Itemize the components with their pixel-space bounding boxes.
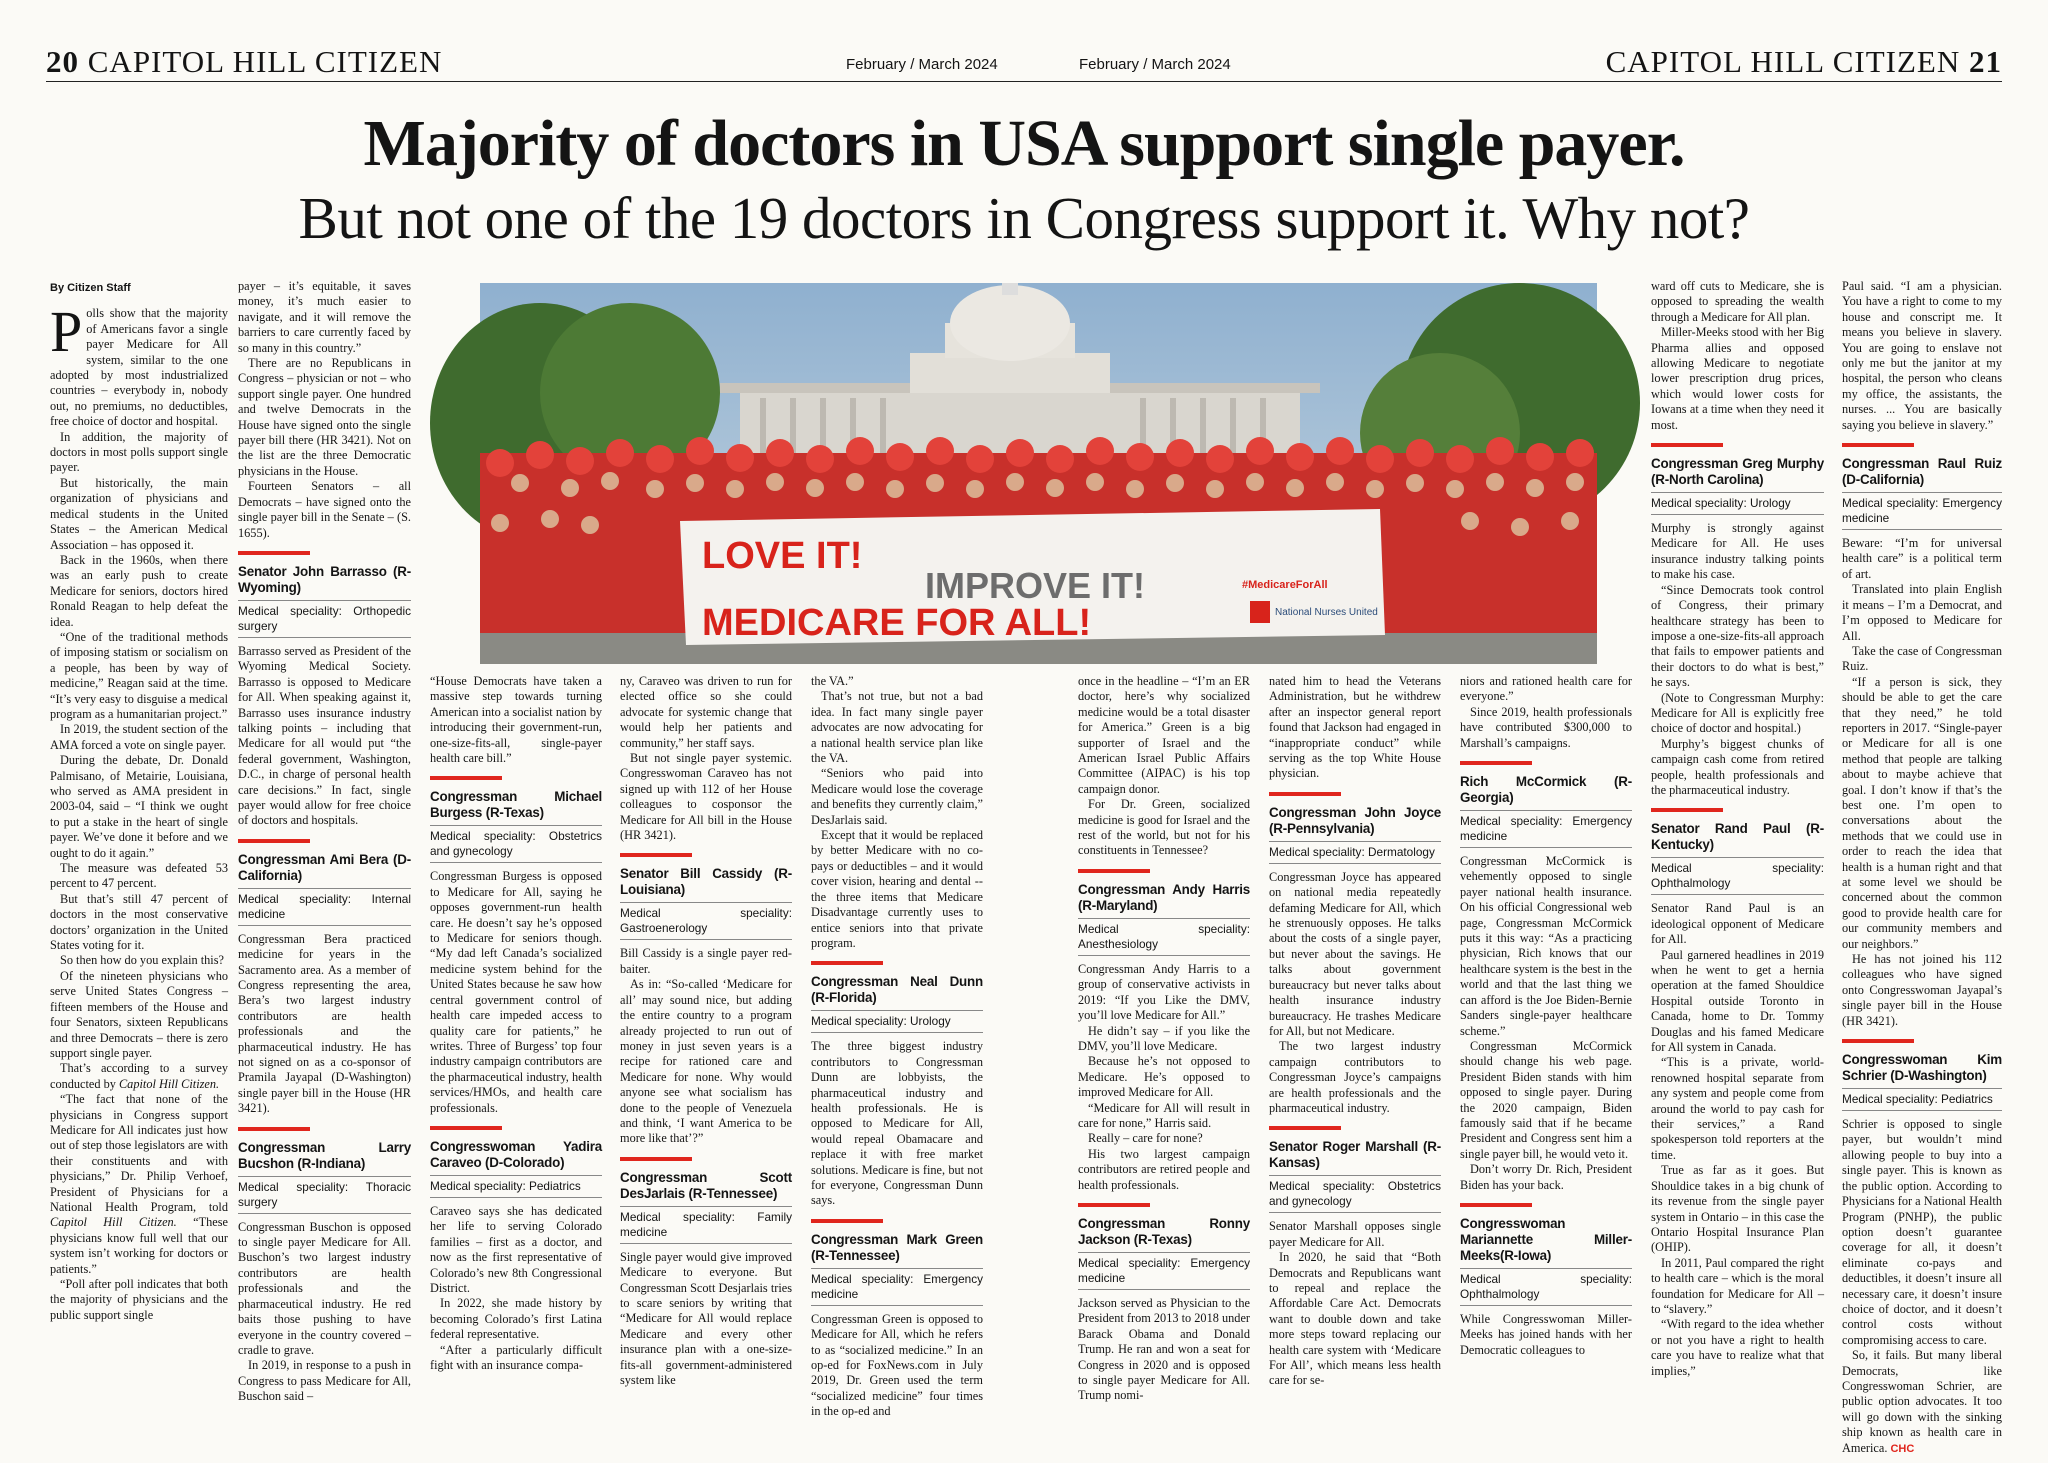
red-rule — [1842, 1039, 1914, 1043]
banner-line-1: LOVE IT! — [702, 535, 863, 577]
left-issue-date: February / March 2024 — [846, 56, 998, 73]
masthead-left — [46, 44, 442, 80]
profile-name: Congressman Ronny Jackson (R-Texas) — [1078, 1215, 1250, 1247]
paragraph: But that’s still 47 percent of doctors in the most conservative doctors’ organization in the United States voting for it. — [50, 891, 228, 953]
paragraph: That’s not true, but not a bad idea. In fact many single payer advocates are now advocating for a national health service plan like the VA. — [811, 689, 983, 766]
paragraph: Except that it would be replaced by better Medicare with no co-pays or deductibles – and it would cover vision, hearing and dental -- the three items that Medicare Disadvantage currently uses to entice seniors into that private program. — [811, 828, 983, 950]
paragraph: Murphy is strongly against Medicare for All. He uses insurance industry talking points to make his case. — [1651, 521, 1824, 582]
profile-harris — [1078, 869, 1250, 956]
profile-specialty: Medical speciality: Urology — [811, 1010, 983, 1033]
profile-specialty: Medical speciality: Thoracic surgery — [238, 1176, 411, 1214]
paragraph: “This is a private, world-renowned hospital separate from any system and people come from around the world to pay cash for their services,” a Rand spokesperson told reporters at the time. — [1651, 1055, 1824, 1162]
banner-hashtag: #MedicareForAll — [1242, 579, 1328, 591]
paragraph: once in the headline – “I’m an ER doctor, here’s why socialized medicine would be a total disaster for America.” Green is a big supporter of Israel and the American Israel Public Affairs Committee (AIPAC) is his top campaign donor. — [1078, 674, 1250, 796]
profile-name: Congressman Raul Ruiz (D-California) — [1842, 456, 2002, 488]
rally-photo — [480, 283, 1597, 664]
paragraph: As in: “So-called ‘Medicare for all’ may sound nice, but adding the entire country to a program already projected to run out of money in just seven years is a recipe for rationed care and Medicare for none. Why would anyone see what socialism has done to the people of Venezuela and think, ‘I want America to be more like that’?” — [620, 977, 792, 1146]
red-rule — [1842, 443, 1914, 447]
profile-specialty: Medical speciality: Dermatology — [1269, 841, 1441, 864]
red-rule — [1269, 1126, 1341, 1130]
publication-name: Capitol Hill Citizen. — [118, 1076, 220, 1091]
paragraph: “Medicare for All will result in care for none,” Harris said. — [1078, 1100, 1250, 1130]
paragraph: Of the nineteen physicians who serve United States Congress – fifteen members of the House and four Senators, sixteen Republicans and three Democrats – there is zero support single payer. — [50, 968, 228, 1060]
paragraph: nated him to head the Veterans Administration, but he withdrew after an inspector general report found that Jackson had engaged in “inappropriate conduct” while serving as the top White House physician. — [1269, 674, 1441, 781]
paragraph: (Note to Congressman Murphy: Medicare for All is explicitly free choice of doctor and hospital.) — [1651, 690, 1824, 736]
profile-name: Congressman Ami Bera (D-California) — [238, 851, 411, 883]
profile-specialty: Medical speciality: Ophthalmology — [1651, 857, 1824, 895]
profile-specialty: Medical speciality: Orthopedic surgery — [238, 600, 411, 638]
banner-line-3: MEDICARE FOR ALL! — [702, 602, 1092, 644]
text-run: That’s according to a survey conducted by — [50, 1061, 228, 1091]
drop-cap: P — [50, 299, 83, 365]
paragraph: Congressman Joyce has appeared on national media repeatedly defaming Medicare for All, which he strenuously opposes. He talks about the costs of a single payer, but never about the savings. He talks about government bureaucracy but never talks about health insurance industry bureaucracy. He trashes Medicare for All, but not Medicare. — [1269, 869, 1441, 1038]
text-run: “The fact that none of the physicians in Congress support Medicare for All indicates just how out of step those legislators are with their constituents and with physicians,” Dr. Philip Verhoef, President of Physicians for a National Health Program, told — [50, 1092, 228, 1214]
profile-specialty: Medical speciality: Gastroenerology — [620, 902, 792, 940]
column-4 — [620, 674, 792, 1441]
profile-specialty: Medical speciality: Pediatrics — [1842, 1088, 2002, 1111]
paragraph: Fourteen Senators – all Democrats – have signed onto the single payer bill in the Senate – (S. 1655). — [238, 479, 411, 540]
red-rule — [1078, 869, 1150, 873]
red-rule — [811, 1219, 883, 1223]
profile-name: Congresswoman Mariannette Miller-Meeks(R-Iowa) — [1460, 1215, 1632, 1263]
paragraph: Bill Cassidy is a single payer red-baiter. — [620, 946, 792, 976]
profile-ruiz — [1842, 443, 2002, 530]
profile-specialty: Medical speciality: Internal medicine — [238, 888, 411, 926]
paragraph: The measure was defeated 53 percent to 47 percent. — [50, 861, 228, 891]
profile-name: Congressman Neal Dunn (R-Florida) — [811, 974, 983, 1006]
column-5 — [811, 674, 983, 1441]
red-rule — [238, 839, 310, 843]
paragraph: So then how do you explain this? — [60, 953, 224, 968]
paragraph: “House Democrats have taken a massive step towards turning American into a socialist nation by introducing their government-run, one-size-fits-all, single-payer health care bill.” — [430, 674, 602, 766]
paragraph: Murphy’s biggest chunks of campaign cash come from retired people, health professionals and the pharmaceutical industry. — [1651, 736, 1824, 797]
right-page-number: 21 — [1969, 44, 2002, 79]
paragraph: Congressman Green is opposed to Medicare for All, which he refers to as “socialized medicine.” In an op-ed for FoxNews.com in July 2019, Dr. Green used the term “socialized medicine” four times in the op-ed and — [811, 1311, 983, 1419]
profile-jackson — [1078, 1203, 1250, 1290]
red-rule — [620, 853, 692, 857]
paragraph: In 2020, he said that “Both Democrats and Republicans want to repeal and replace the Affordable Care Act. Democrats want to double down and take more steps toward replacing our health care system with ‘Medicare For All’, which means less health care for se- — [1269, 1250, 1441, 1388]
paragraph: During the debate, Dr. Donald Palmisano, of Metairie, Louisiana, who served as AMA president in 2003-04, said – “I think we ought to put a stake in the heart of single payer. We’ve done it before and we ought to do it again.” — [50, 753, 228, 860]
red-rule — [1078, 1203, 1150, 1207]
paragraph: In 2022, she made history by becoming Colorado’s first Latina federal representative. — [430, 1296, 602, 1342]
column-9 — [1651, 279, 1824, 1441]
paragraph: Take the case of Congressman Ruiz. — [1842, 643, 2002, 674]
profile-name: Congresswoman Yadira Caraveo (D-Colorado) — [430, 1138, 602, 1170]
paragraph: True as far as it goes. But Shouldice takes in a big chunk of its revenue from the single payer system in Ontario – in this case the Ontario Hospital Insurance Plan (OHIP). — [1651, 1163, 1824, 1255]
paragraph: The three biggest industry contributors to Congressman Dunn are lobbyists, the pharmaceutical industry and health professionals. He is opposed to Medicare for All, would repeal Obamacare and replace it with free market solutions. Medicare is fine, but not for everyone, Congressman Dunn says. — [811, 1039, 983, 1208]
paragraph — [50, 1092, 228, 1277]
profile-marshall — [1269, 1126, 1441, 1213]
paragraph: payer – it’s equitable, it saves money, it’s much easier to navigate, and it will remove the barriers to care currently faced by so many in this country.” — [238, 279, 411, 355]
column-8 — [1460, 674, 1632, 1441]
paragraph: There are no Republicans in Congress – physician or not – who support single payer. One hundred and twelve Democrats in the House have signed onto the single payer bill there (HR 3421). Not on the list are the three Democratic physicians in the House. — [238, 356, 411, 478]
paragraph — [1842, 1348, 2002, 1457]
paragraph: “After a particularly difficult fight with an insurance compa- — [430, 1342, 602, 1372]
profile-name: Congressman Andy Harris (R-Maryland) — [1078, 881, 1250, 913]
paragraph: Beware: “I’m for universal health care” is a political term of art. — [1842, 536, 2002, 581]
paragraph: Because he’s not opposed to Medicare. He’s opposed to improved Medicare for All. — [1078, 1054, 1250, 1100]
profile-name: Senator Rand Paul (R-Kentucky) — [1651, 821, 1824, 853]
paragraph: Since 2019, health professionals have contributed $300,000 to Marshall’s campaigns. — [1460, 704, 1632, 750]
paragraph: Caraveo says she has dedicated her life to serving Colorado families – first as a doctor, and now as the first representative of Colorado’s new 8th Congressional District. — [430, 1203, 602, 1295]
paragraph — [50, 1061, 228, 1092]
right-publication-title: CAPITOL HILL CITIZEN — [1605, 44, 1961, 79]
red-rule — [1651, 808, 1723, 812]
profile-caraveo — [430, 1126, 602, 1198]
paragraph: In 2011, Paul compared the right to health care – which is the moral foundation for Medicare for All – to “slavery.” — [1651, 1255, 1824, 1316]
publication-name: Capitol Hill Citizen. — [50, 1215, 177, 1230]
paragraph: “Since Democrats took control of Congress, their primary healthcare strategy has been to impose a one-size-fits-all approach that fails to empower patients and their doctors to do what is best,” he says. — [1651, 582, 1824, 690]
red-rule — [620, 1157, 692, 1161]
paragraph: For Dr. Green, socialized medicine is good for Israel and the rest of the world, but not for his constituents in Tennessee? — [1078, 797, 1250, 858]
profile-name: Congressman Michael Burgess (R-Texas) — [430, 789, 602, 821]
column-2 — [238, 279, 411, 1441]
banner-line-2: IMPROVE IT! — [925, 565, 1146, 606]
red-rule — [238, 551, 310, 555]
paragraph: olls show that the majority of Americans favor a single payer Medicare for All system, similar to the one adopted by most industrialized countries – everybody in, nobody out, no premiums, no deductibles, free choice of doctor and hospital. — [50, 306, 228, 429]
paragraph: “Seniors who paid into Medicare would lose the coverage and benefits they currently claim,” DesJarlais said. — [811, 766, 983, 827]
red-rule — [1651, 443, 1723, 447]
paragraph: Single payer would give improved Medicare to everyone. But Congressman Scott Desjarlais tries to scare seniors by writing that “Medicare for All would replace Medicare and every other insurance plan with a one-size-fits-all government-administered system like — [620, 1249, 792, 1387]
paragraph: Paul garnered headlines in 2019 when he went to get a hernia operation at the famed Shouldice Hospital outside Toronto in Canada, home to Dr. Tommy Douglas and his famed Medicare for All system in Canada. — [1651, 947, 1824, 1055]
profile-name: Congressman Greg Murphy (R-North Carolina) — [1651, 456, 1824, 488]
paragraph: But not single payer systemic. Congresswoman Caraveo has not signed up with 112 of her House colleagues to cosponsor the Medicare for All bill in the House (HR 3421). — [620, 751, 792, 843]
profile-mccormick — [1460, 761, 1632, 848]
profile-specialty: Medical speciality: Pediatrics — [430, 1175, 602, 1198]
paragraph: Congressman Andy Harris to a group of conservative activists in 2019: “If you Like the DMV, you’ll love Medicare for All.” — [1078, 961, 1250, 1023]
profile-name: Congressman Scott DesJarlais (R-Tennessee) — [620, 1169, 792, 1201]
paragraph: Senator Marshall opposes single payer Medicare for All. — [1269, 1219, 1441, 1249]
text-run: “These physicians know full well that our system isn’t working for doctors or patients.” — [50, 1215, 228, 1276]
paragraph: Barrasso served as President of the Wyoming Medical Society. Barrasso is opposed to Medicare for All. When speaking against it, Barrasso uses insurance industry talking points – including that Medicare for all would put “the federal government, Washington, D.C., in charge of personal health care decisions.” In fact, single payer would allow for free choice of doctors and hospitals. — [238, 643, 411, 828]
paragraph: But historically, the main organization of physicians and medical students in the United States – the American Medical Association – has opposed it. — [50, 475, 228, 552]
profile-name: Congresswoman Kim Schrier (D-Washington) — [1842, 1052, 2002, 1084]
profile-specialty: Medical speciality: Emergency medicine — [1842, 492, 2002, 530]
right-issue-date: February / March 2024 — [1079, 56, 1231, 73]
paragraph: Congressman Burgess is opposed to Medicare for All, saying he opposes government-run health care. He doesn’t say he’s opposed to Medicare for seniors though. “My dad left Canada’s socialized medicine system behind for the United States because he saw how central government control of health care impeded access to quality care for patients,” he writes. Three of Burgess’ top four industry campaign contributors are the pharmaceutical industry, health services/HMOs, and health care professionals. — [430, 869, 602, 1115]
column-7 — [1269, 674, 1441, 1441]
profile-specialty: Medical speciality: Ophthalmology — [1460, 1268, 1632, 1306]
paragraph: Back in the 1960s, when there was an early push to create Medicare for seniors, doctors hired Ronald Reagan to help defeat the idea. — [50, 552, 228, 629]
profile-name: Senator Roger Marshall (R-Kansas) — [1269, 1139, 1441, 1171]
left-page-number: 20 — [46, 44, 79, 79]
profile-schrier — [1842, 1039, 2002, 1111]
column-1 — [50, 281, 228, 1441]
paragraph: Miller-Meeks stood with her Big Pharma allies and opposed allowing Medicare to negotiate lower prescription drug prices, which would lower costs for Iowans at a time when they need it most. — [1651, 325, 1824, 432]
column-3 — [430, 674, 602, 1441]
paragraph: Schrier is opposed to single payer, but wouldn’t mind allowing people to buy into a single payer. This is known as the public option. According to Physicians for a National Health Program (PNHP), the public option doesn’t guarantee coverage for all, it doesn’t eliminate co-pays and deductibles, it doesn’t insure all necessary care, it doesn’t insure choice of doctor, and it doesn’t control costs without compromising access to care. — [1842, 1117, 2002, 1347]
paragraph: “One of the traditional methods of imposing statism or socialism on a people, has been by way of medicine,” Reagan said at the time. “It’s very easy to disguise a medical program as a humanitarian project.” — [50, 629, 228, 721]
profile-specialty: Medical speciality: Obstetrics and gynecology — [1269, 1175, 1441, 1213]
masthead-right — [1606, 44, 2002, 80]
paragraph: Congressman Buschon is opposed to single payer Medicare for All. Buschon’s two largest industry contributors are health professionals and the pharmaceutical industry. He red baits those pushing to have everyone in the country covered – cradle to grave. — [238, 1219, 411, 1357]
profile-desjarlais — [620, 1157, 792, 1244]
profile-joyce — [1269, 792, 1441, 864]
paragraph: In 2019, in response to a push in Congress to pass Medicare for All, Buschon said – — [238, 1358, 411, 1404]
red-rule — [1460, 761, 1532, 765]
red-rule — [238, 1127, 310, 1131]
headline-line-1: Majority of doctors in USA support single payer. — [363, 107, 1685, 180]
headline-line-2: But not one of the 19 doctors in Congress support it. Why not? — [298, 185, 1750, 251]
profile-specialty: Medical speciality: Anesthesiology — [1078, 918, 1250, 956]
profile-barrasso — [238, 551, 411, 638]
profile-paul — [1651, 808, 1824, 895]
paragraph: Don’t worry Dr. Rich, President Biden has your back. — [1460, 1162, 1632, 1192]
red-rule — [1269, 792, 1341, 796]
profile-specialty: Medical speciality: Urology — [1651, 492, 1824, 515]
paragraph: In addition, the majority of doctors in most polls support single payer. — [50, 429, 228, 475]
profile-name: Senator John Barrasso (R-Wyoming) — [238, 563, 411, 595]
red-rule — [1460, 1203, 1532, 1207]
paragraph: Congressman McCormick should change his web page. President Biden stands with him opposed to single payer. During the 2020 campaign, Biden famously said that if he became President and Congress sent him a single payer bill, he would veto it. — [1460, 1038, 1632, 1161]
paragraph: His two largest campaign contributors are retired people and health professionals. — [1078, 1146, 1250, 1192]
paragraph: niors and rationed health care for everyone.” — [1460, 674, 1632, 704]
masthead — [0, 38, 2048, 82]
profile-specialty: Medical speciality: Family medicine — [620, 1206, 792, 1244]
paragraph: The two largest industry campaign contributors to Congressman Joyce’s campaigns are health professionals and the pharmaceutical industry. — [1269, 1039, 1441, 1115]
paragraph: “Poll after poll indicates that both the majority of physicians and the public support single — [50, 1277, 228, 1322]
paragraph: “With regard to the idea whether or not you have a right to health care you have to realize what that implies,” — [1651, 1317, 1824, 1378]
red-rule — [430, 1126, 502, 1130]
text-run: So, it fails. But many liberal Democrats, like Congresswoman Schrier, are public option advocates. It too will go down with the sinking ship known as health care in America. — [1842, 1348, 2002, 1455]
paragraph: While Congresswoman Miller-Meeks has joined hands with her Democratic colleagues to — [1460, 1311, 1632, 1357]
paragraph: Jackson served as Physician to the President from 2013 to 2018 under Barack Obama and Donald Trump. He ran and won a seat for Congress in 2020 and is opposed to single payer Medicare for All. Trump nomi- — [1078, 1295, 1250, 1403]
paragraph: ward off cuts to Medicare, she is opposed to spreading the wealth through a Medicare for All plan. — [1651, 279, 1824, 324]
profile-specialty: Medical speciality: Emergency medicine — [1078, 1252, 1250, 1290]
profile-name: Congressman Mark Green (R-Tennessee) — [811, 1231, 983, 1263]
rally-photo-illustration — [480, 283, 1597, 664]
column-10 — [1842, 279, 2002, 1455]
profile-name: Congressman Larry Bucshon (R-Indiana) — [238, 1139, 411, 1171]
nnu-logo-icon — [1250, 601, 1270, 623]
profile-bera — [238, 839, 411, 926]
profile-bucshon — [238, 1127, 411, 1214]
profile-cassidy — [620, 853, 792, 940]
paragraph: Congressman Bera practiced medicine for years in the Sacramento area. As a member of Congress representing the area, Bera’s two largest industry contributors are health professionals and the pharmaceutical industry. He has not signed on as a co-sponsor of Pramila Jayapal (D-Washington) single payer bill in the House (HR 3421). — [238, 931, 411, 1116]
profile-specialty: Medical speciality: Emergency medicine — [1460, 810, 1632, 848]
column-6 — [1078, 674, 1250, 1441]
red-rule — [811, 961, 883, 965]
paragraph: the VA.” — [811, 674, 854, 688]
masthead-rule — [46, 81, 2002, 82]
profile-miller-meeks — [1460, 1203, 1632, 1306]
paragraph: He has not joined his 112 colleagues who have signed onto Congresswoman Jayapal’s single payer bill in the House (HR 3421). — [1842, 952, 2002, 1028]
profile-burgess — [430, 776, 602, 863]
paragraph: Congressman McCormick is vehemently opposed to single payer national health insurance. On his official Congressional web page, Congressman McCormick puts it this way: “As a practicing physician, Rich knows that our healthcare system is the best in the world and that the last thing we can afford is the Joe Biden-Bernie Sanders single-payer healthcare scheme.” — [1460, 854, 1632, 1038]
red-rule — [430, 776, 502, 780]
profile-specialty: Medical speciality: Obstetrics and gynecology — [430, 825, 602, 863]
paragraph: Paul said. “I am a physician. You have a right to come to my house and conscript me. It means you believe in slavery. You are going to enslave not only me but the janitor at my hospital, the person who cleans my office, the assistants, the nurses. ... You are basically saying you believe in slavery.” — [1842, 279, 2002, 432]
profile-name: Congressman John Joyce (R-Pennsylvania) — [1269, 804, 1441, 836]
paragraph: ny, Caraveo was driven to run for elected office so she could advocate for systemic change that would help her patients and community,” her staff says. — [620, 674, 792, 750]
paragraph: Really – care for none? — [1088, 1131, 1203, 1146]
profile-dunn — [811, 961, 983, 1033]
profile-specialty: Medical speciality: Emergency medicine — [811, 1268, 983, 1306]
byline: By Citizen Staff — [50, 282, 131, 294]
banner-org: National Nurses United — [1275, 607, 1378, 618]
profile-name: Rich McCormick (R-Georgia) — [1460, 774, 1632, 806]
paragraph: He didn’t say – if you like the DMV, you’ll love Medicare. — [1078, 1023, 1250, 1053]
profile-murphy — [1651, 443, 1824, 515]
sign-off: CHC — [1890, 1442, 1915, 1455]
left-publication-title: CAPITOL HILL CITIZEN — [87, 44, 443, 79]
paragraph: Translated into plain English it means – I’m a Democrat, and I’m opposed to Medicare for All. — [1842, 582, 2002, 643]
profile-name: Senator Bill Cassidy (R-Louisiana) — [620, 866, 792, 898]
paragraph: Senator Rand Paul is an ideological opponent of Medicare for All. — [1651, 901, 1824, 947]
profile-green — [811, 1219, 983, 1306]
paragraph: In 2019, the student section of the AMA forced a vote on single payer. — [50, 722, 228, 752]
paragraph: “If a person is sick, they should be able to get the care that they need,” he told reporters in 2017. “Single-payer or Medicare for all is one method that people are talking about to maybe achieve that goal. I don’t know if that’s the best one. I’m open to conversations about the methods that we could use in order to reach the idea that health is a human right and that at some level we should be concerned about the common good to provide health care for our community members and our neighbors.” — [1842, 674, 2002, 951]
